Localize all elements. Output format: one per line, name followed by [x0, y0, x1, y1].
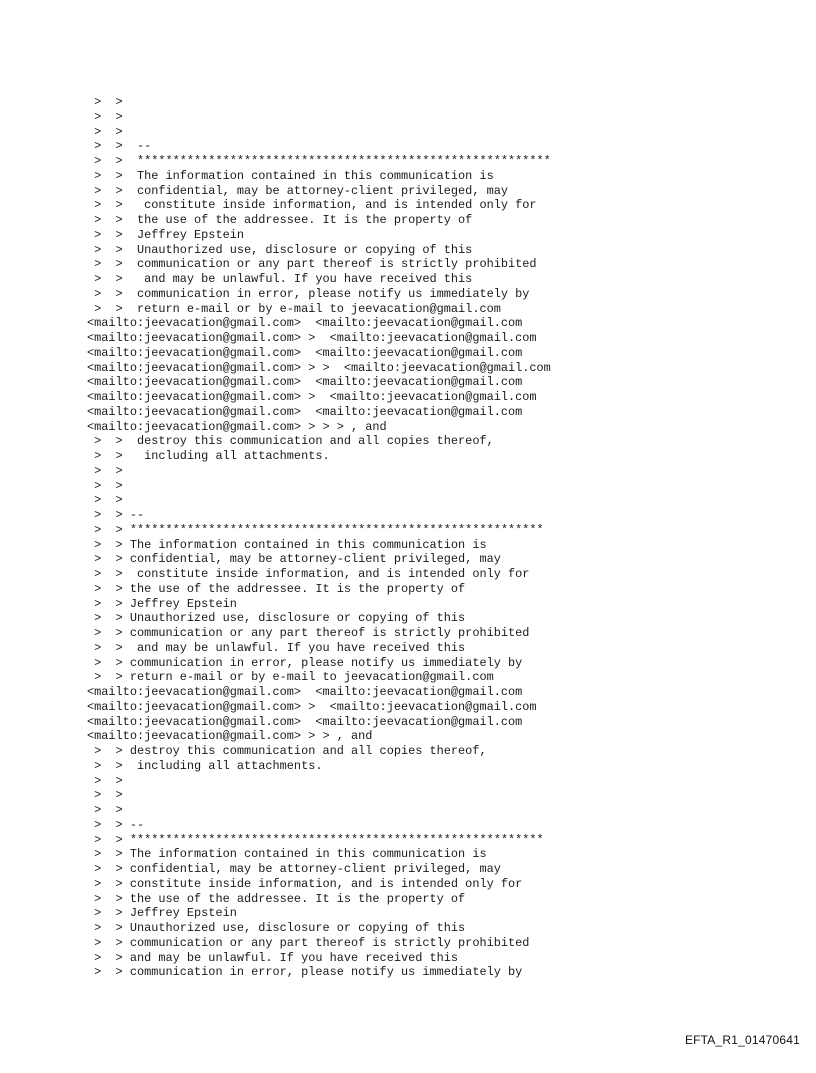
email-line: > > --: [87, 508, 145, 522]
email-line: > > communication in error, please notify us immediately by: [87, 286, 530, 301]
email-line: <mailto:jeevacation@gmail.com> <mailto:jeevacation@gmail.com: [87, 714, 523, 729]
email-line: > >: [87, 124, 123, 139]
email-line: > > **********************************************************: [87, 522, 544, 537]
email-line: > > confidential, may be attorney-client privileged, may: [87, 862, 501, 876]
email-line: > >: [87, 463, 123, 478]
email-line: > > --: [87, 817, 145, 832]
email-line: > > The information contained in this communication is: [87, 537, 487, 552]
email-line: > >: [87, 493, 123, 508]
email-line: > > constitute inside information, and is intended only for: [87, 198, 537, 213]
email-line: > > constitute inside information, and is intended only for: [87, 567, 530, 581]
email-line: > > the use of the addressee. It is the property of: [87, 581, 466, 596]
email-line: > > **********************************************************: [87, 832, 544, 847]
email-line: > > and may be unlawful. If you have received this: [87, 950, 459, 965]
document-id: EFTA_R1_01470641: [684, 1033, 800, 1047]
email-line: <mailto:jeevacation@gmail.com> > > <mailto:jeevacation@gmail.com: [87, 360, 551, 375]
email-line: > > **********************************************************: [87, 154, 551, 168]
email-line: > > communication or any part thereof is strictly prohibited: [87, 626, 530, 640]
email-line: > >: [87, 803, 123, 817]
email-line: > > The information contained in this communication is: [87, 847, 487, 862]
email-line: > > Unauthorized use, disclosure or copying of this: [87, 921, 466, 935]
email-line: > > destroy this communication and all copies thereof,: [87, 434, 494, 449]
email-line: <mailto:jeevacation@gmail.com> <mailto:jeevacation@gmail.com: [87, 345, 523, 360]
email-line: > > destroy this communication and all copies thereof,: [87, 744, 487, 758]
email-line: > > including all attachments.: [87, 449, 330, 463]
email-line: > > communication in error, please notify us immediately by: [87, 965, 523, 980]
email-line: <mailto:jeevacation@gmail.com> <mailto:jeevacation@gmail.com: [87, 685, 523, 699]
email-line: > > return e-mail or by e-mail to jeevacation@gmail.com: [87, 301, 501, 316]
email-line: <mailto:jeevacation@gmail.com> <mailto:jeevacation@gmail.com: [87, 316, 523, 331]
email-line: > >: [87, 788, 123, 803]
email-line: > > constitute inside information, and is intended only for: [87, 876, 523, 891]
email-line: > > Unauthorized use, disclosure or copying of this: [87, 242, 473, 257]
email-line: <mailto:jeevacation@gmail.com> <mailto:jeevacation@gmail.com: [87, 404, 523, 419]
email-line: <mailto:jeevacation@gmail.com> > <mailto:jeevacation@gmail.com: [87, 390, 537, 404]
email-line: <mailto:jeevacation@gmail.com> <mailto:jeevacation@gmail.com: [87, 375, 523, 390]
email-line: > > The information contained in this communication is: [87, 168, 494, 183]
email-line: > > including all attachments.: [87, 758, 323, 773]
email-line: > > Jeffrey Epstein: [87, 227, 244, 242]
email-line: > > confidential, may be attorney-client privileged, may: [87, 183, 508, 198]
email-line: > >: [87, 95, 123, 109]
email-line: > > --: [87, 139, 152, 154]
email-body-text: [87, 95, 807, 980]
email-line: > >: [87, 109, 123, 124]
email-line: > > communication in error, please notify us immediately by: [87, 655, 523, 670]
email-line: > > and may be unlawful. If you have received this: [87, 272, 473, 286]
email-line: > >: [87, 773, 123, 788]
email-line: <mailto:jeevacation@gmail.com> > > , and: [87, 729, 373, 744]
email-line: > > return e-mail or by e-mail to jeevacation@gmail.com: [87, 670, 494, 685]
email-line: > > Jeffrey Epstein: [87, 906, 237, 921]
email-line: <mailto:jeevacation@gmail.com> > <mailto:jeevacation@gmail.com: [87, 331, 537, 345]
email-line: > > the use of the addressee. It is the property of: [87, 891, 466, 906]
email-line: <mailto:jeevacation@gmail.com> > > > , and: [87, 419, 387, 434]
email-line: > > Unauthorized use, disclosure or copying of this: [87, 611, 466, 626]
email-line: > > Jeffrey Epstein: [87, 596, 237, 611]
email-line: > > confidential, may be attorney-client privileged, may: [87, 552, 501, 567]
email-line: > > communication or any part thereof is strictly prohibited: [87, 935, 530, 950]
email-line: > > the use of the addressee. It is the property of: [87, 213, 473, 227]
email-line: > >: [87, 478, 123, 493]
email-line: > > communication or any part thereof is strictly prohibited: [87, 257, 537, 272]
email-line: > > and may be unlawful. If you have received this: [87, 640, 466, 655]
email-line: <mailto:jeevacation@gmail.com> > <mailto:jeevacation@gmail.com: [87, 699, 537, 714]
